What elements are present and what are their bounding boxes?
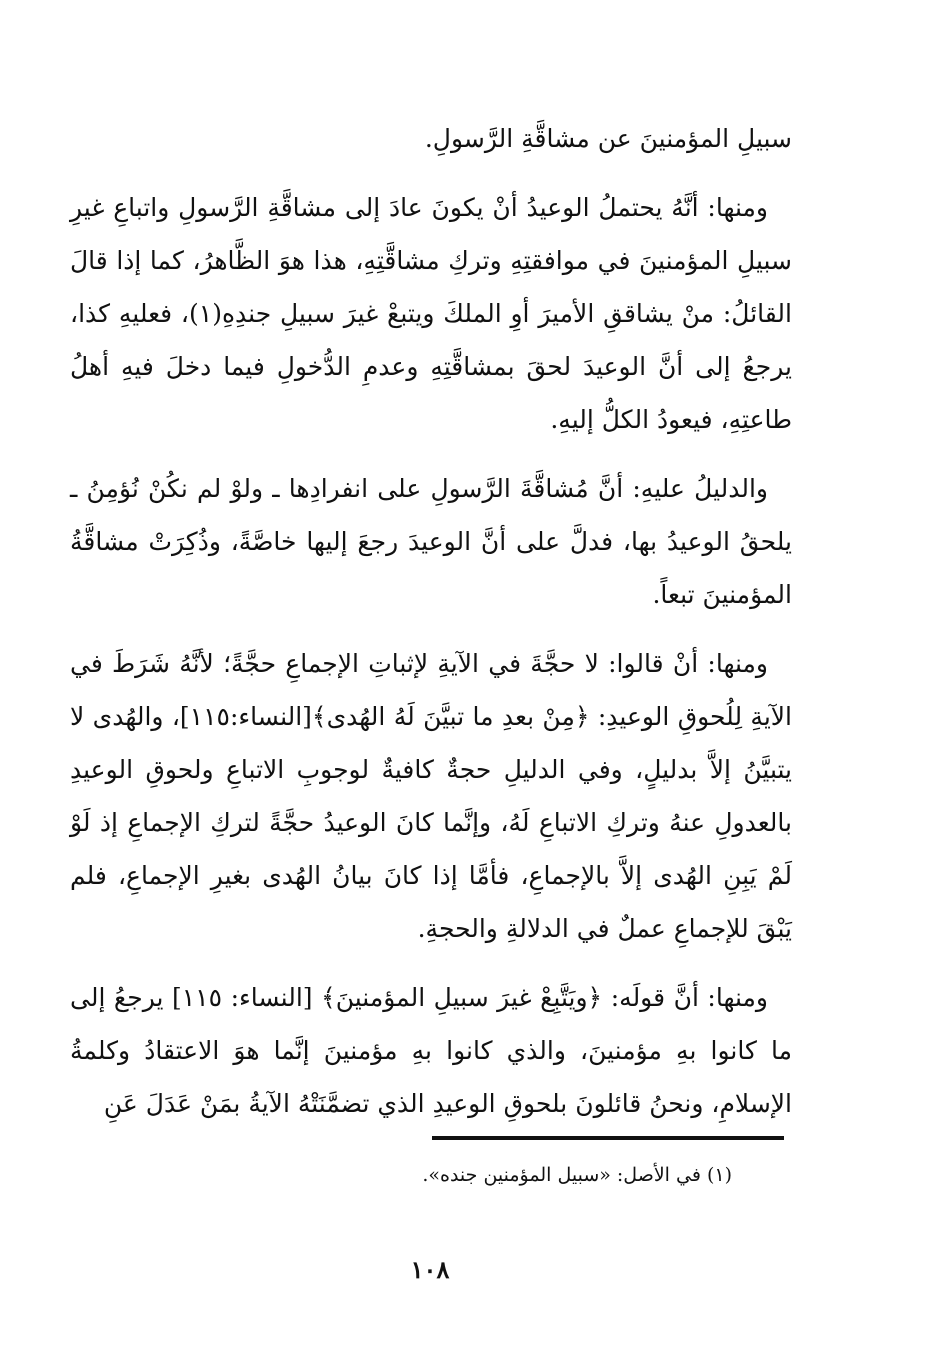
main-text xyxy=(70,112,792,1146)
paragraph-4: ومنها: أنْ قالوا: لا حجَّةَ في الآيةِ لإثباتِ الإجماعِ حجَّةً؛ لأنَّهُ شَرَطَ في الآيةِ لِلُحوقِ الوعيدِ: ﴿مِنْ بعدِ ما تبيَّنَ لَهُ الهُدى﴾[النساء:١١٥]، والهُدى لا يتبيَّنُ إلاَّ بدليلٍ، وفي الدليلِ حجةٌ كافيةٌ لوجوبِ الاتباعِ ولحوقِ الوعيدِ بالعدولِ عنهُ وتركِ الاتباعِ لَهُ، وإنَّما كانَ الوعيدُ حجَّةً لتركِ الإجماعِ إذ لَوْ لَمْ يَبِنِ الهُدى إلاَّ بالإجماعِ، فأمَّا إذا كانَ بيانُ الهُدى بغيرِ الإجماعِ، فلم يَبْقَ للإجماعِ عملٌ في الدلالةِ والحجةِ. xyxy=(70,649,792,943)
footnote-separator xyxy=(432,1136,784,1140)
footnote: (١) في الأصل: «سبيل المؤمنين جنده». xyxy=(422,1164,732,1186)
paragraph-1: سبيلِ المؤمنينَ عن مشاقَّةِ الرَّسولِ. xyxy=(424,124,792,153)
paragraph-2: ومنها: أنَّهُ يحتملُ الوعيدُ أنْ يكونَ عادَ إلى مشاقَّةِ الرَّسولِ واتباعِ غيرِ سبيلِ المؤمنينَ في موافقتِهِ وتركِ مشاقَّتِهِ، هذا هوَ الظَّاهرُ، كما إذا قالَ القائلُ: منْ يشاققِ الأميرَ أوِ الملكَ ويتبعْ غيرَ سبيلِ جندِهِ(١)، فعليهِ كذا، يرجعُ إلى أنَّ الوعيدَ لحقَ بمشاقَّتِهِ وعدمِ الدُّخولِ فيما دخلَ فيهِ أهلُ طاعتِهِ، فيعودُ الكلُّ إليهِ. xyxy=(70,193,792,434)
paragraph-3: والدليلُ عليهِ: أنَّ مُشاقَّةَ الرَّسولِ على انفرادِها ـ ولوْ لم نكُنْ نُؤمِنُ ـ يلحقُ الوعيدُ بها، فدلَّ على أنَّ الوعيدَ رجعَ إليها خاصَّةً، وذُكِرَتْ مشاقَّةُ المؤمنينَ تبعاً. xyxy=(70,474,792,609)
page-number: ١٠٨ xyxy=(410,1255,450,1284)
paragraph-5: ومنها: أنَّ قولَه: ﴿ويَتَّبِعْ غيرَ سبيلِ المؤمنينَ﴾ [النساء: ١١٥] يرجعُ إلى ما كانوا بهِ مؤمنينَ، والذي كانوا بهِ مؤمنينَ إنَّما هوَ الاعتقادُ وكلمةُ الإسلامِ، ونحنُ قائلونَ بلحوقِ الوعيدِ الذي تضمَّنَتْهُ الآيةُ بمَنْ عَدَلَ عَنِ xyxy=(70,983,792,1118)
